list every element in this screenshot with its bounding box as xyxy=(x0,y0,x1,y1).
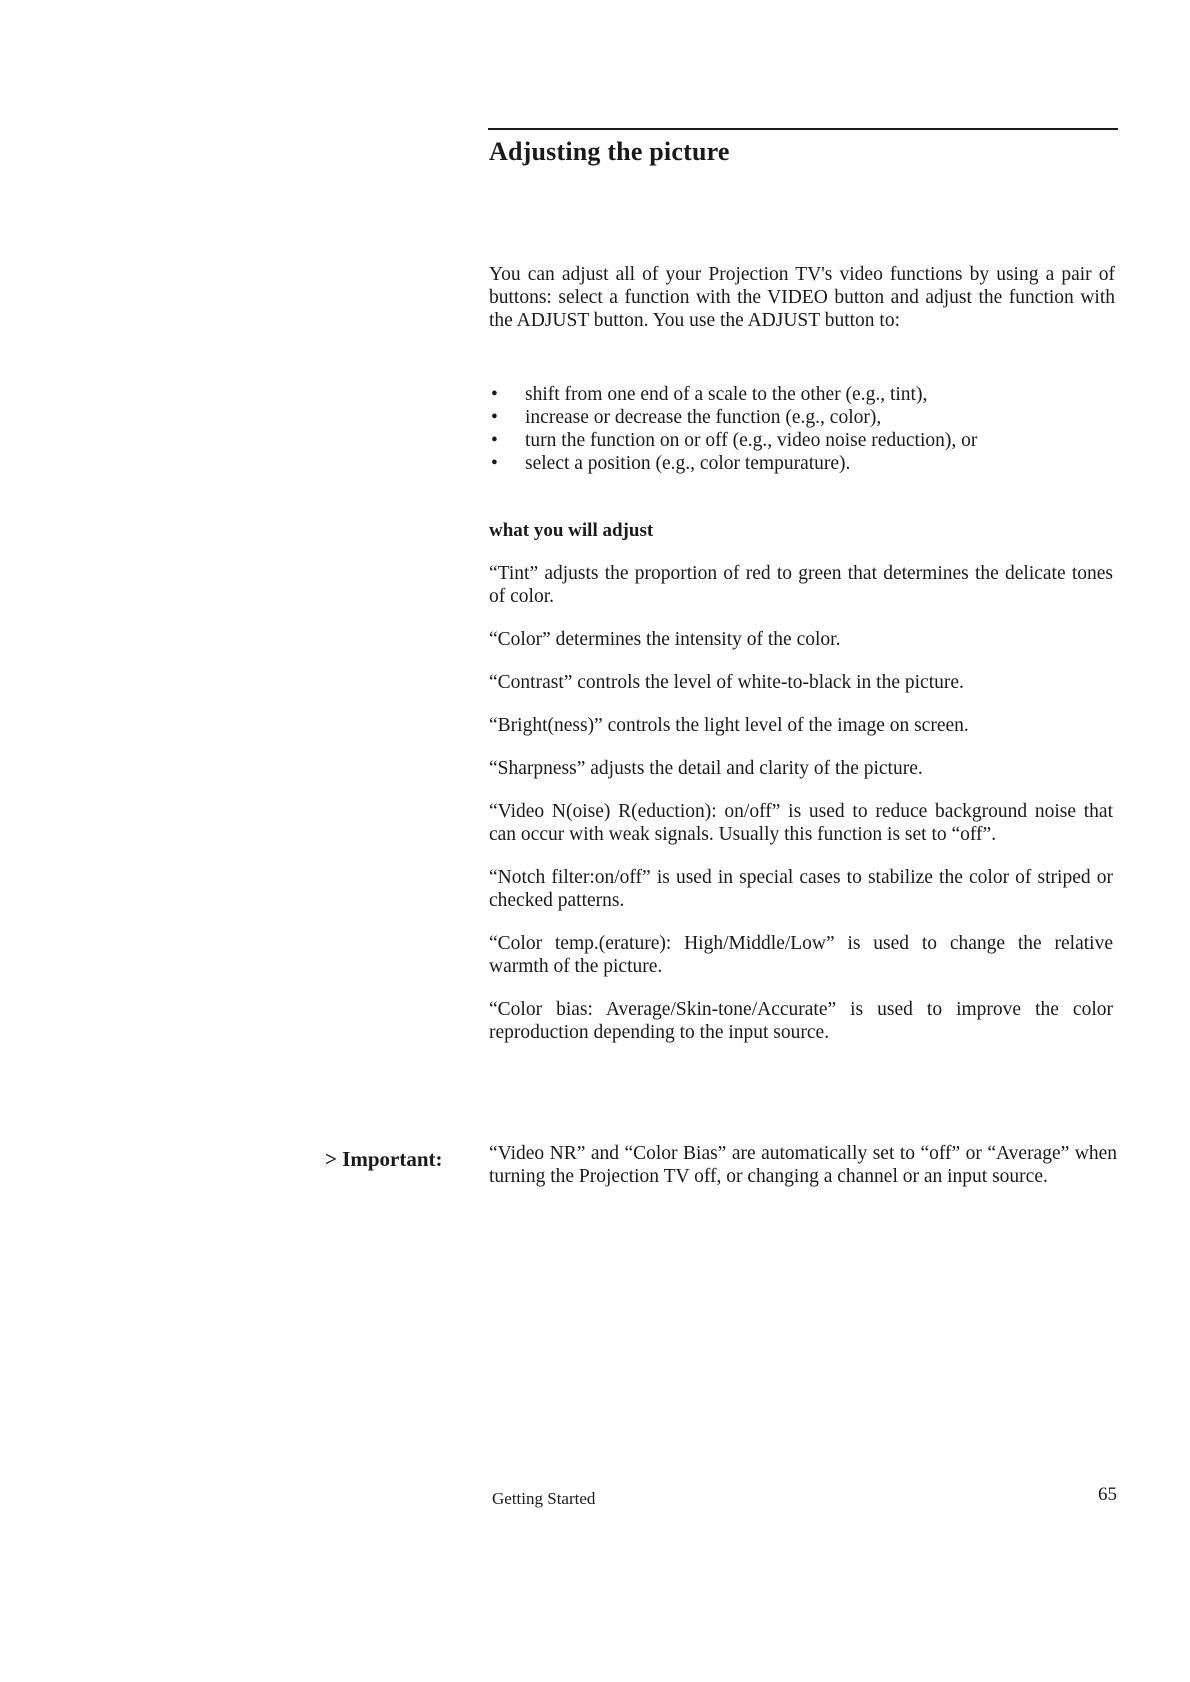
definition-color-bias: “Color bias: Average/Skin-tone/Accurate” is used to improve the color reproduction depending to the input source. xyxy=(489,999,1113,1043)
list-item-text: select a position (e.g., color tempurature). xyxy=(525,453,851,474)
intro-paragraph: You can adjust all of your Projection TV's video functions by using a pair of buttons: select a function with the VIDEO button and adjust the function with the ADJUST button. You use the ADJUST button to: xyxy=(489,264,1115,331)
list-item-text: turn the function on or off (e.g., video noise reduction), or xyxy=(525,430,978,451)
page-number: 65 xyxy=(1098,1484,1117,1505)
list-item xyxy=(489,383,1109,406)
definition-tint: “Tint” adjusts the proportion of red to green that determines the delicate tones of color. xyxy=(489,563,1113,607)
definition-brightness: “Bright(ness)” controls the light level of the image on screen. xyxy=(489,715,969,736)
definition-notch-filter: “Notch filter:on/off” is used in special cases to stabilize the color of striped or checked patterns. xyxy=(489,867,1113,911)
function-bullet-list xyxy=(489,383,1109,475)
bullet-icon: • xyxy=(491,384,498,405)
definition-list xyxy=(489,562,1113,1064)
important-label: > Important: xyxy=(325,1147,443,1171)
list-item xyxy=(489,429,1109,452)
definition-contrast: “Contrast” controls the level of white-to-black in the picture. xyxy=(489,672,964,693)
definition-color: “Color” determines the intensity of the color. xyxy=(489,629,841,650)
list-item xyxy=(489,452,1109,475)
definition-sharpness: “Sharpness” adjusts the detail and clarity of the picture. xyxy=(489,758,923,779)
section-subheading: what you will adjust xyxy=(489,520,654,541)
list-item-text: increase or decrease the function (e.g., color), xyxy=(525,407,882,428)
important-note: “Video NR” and “Color Bias” are automatically set to “off” or “Average” when turning the Projection TV off, or changing a channel or an input source. xyxy=(489,1143,1117,1187)
list-item-text: shift from one end of a scale to the other (e.g., tint), xyxy=(525,384,928,405)
bullet-icon: • xyxy=(491,453,498,474)
definition-video-noise-reduction: “Video N(oise) R(eduction): on/off” is used to reduce background noise that can occur with weak signals. Usually this function is set to “off”. xyxy=(489,801,1113,845)
bullet-icon: • xyxy=(491,407,498,428)
footer-section-name: Getting Started xyxy=(492,1489,596,1508)
list-item xyxy=(489,406,1109,429)
bullet-icon: • xyxy=(491,430,498,451)
title-rule xyxy=(488,128,1118,130)
definition-color-temperature: “Color temp.(erature): High/Middle/Low” is used to change the relative warmth of the picture. xyxy=(489,933,1113,977)
page-title: Adjusting the picture xyxy=(489,137,730,166)
